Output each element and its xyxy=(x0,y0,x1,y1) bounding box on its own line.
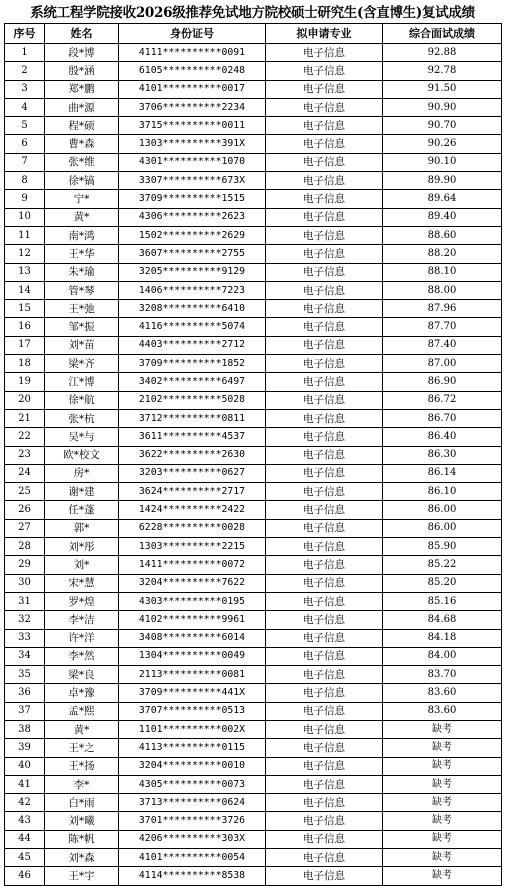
major: 电子信息 xyxy=(266,318,383,336)
score: 86.30 xyxy=(383,446,502,464)
major: 电子信息 xyxy=(266,702,383,720)
major: 电子信息 xyxy=(266,355,383,373)
table-row xyxy=(5,501,502,519)
table-row xyxy=(5,574,502,592)
row-index: 6 xyxy=(5,135,45,153)
student-name: 曹*森 xyxy=(45,135,119,153)
row-index: 15 xyxy=(5,300,45,318)
id-number: 4303**********0195 xyxy=(119,592,266,610)
student-name: 江*博 xyxy=(45,373,119,391)
row-index: 14 xyxy=(5,281,45,299)
row-index: 33 xyxy=(5,629,45,647)
row-index: 43 xyxy=(5,812,45,830)
row-index: 1 xyxy=(5,44,45,62)
student-name: 梁*齐 xyxy=(45,355,119,373)
score: 89.40 xyxy=(383,208,502,226)
table-row xyxy=(5,263,502,281)
row-index: 36 xyxy=(5,684,45,702)
score: 83.60 xyxy=(383,702,502,720)
table-row xyxy=(5,830,502,848)
table-row xyxy=(5,336,502,354)
major: 电子信息 xyxy=(266,336,383,354)
id-number: 3712**********0811 xyxy=(119,409,266,427)
id-number: 1101**********002X xyxy=(119,720,266,738)
table-row xyxy=(5,794,502,812)
major: 电子信息 xyxy=(266,62,383,80)
score: 缺考 xyxy=(383,720,502,738)
row-index: 38 xyxy=(5,720,45,738)
id-number: 6228**********0028 xyxy=(119,519,266,537)
student-name: 段*博 xyxy=(45,44,119,62)
major: 电子信息 xyxy=(266,409,383,427)
student-name: 刘*森 xyxy=(45,849,119,867)
major: 电子信息 xyxy=(266,501,383,519)
score: 85.90 xyxy=(383,538,502,556)
id-number: 3204**********0010 xyxy=(119,757,266,775)
table-row xyxy=(5,556,502,574)
score: 85.16 xyxy=(383,592,502,610)
table-row xyxy=(5,391,502,409)
major: 电子信息 xyxy=(266,556,383,574)
score: 91.50 xyxy=(383,80,502,98)
row-index: 44 xyxy=(5,830,45,848)
student-name: 李*洁 xyxy=(45,611,119,629)
major: 电子信息 xyxy=(266,428,383,446)
major: 电子信息 xyxy=(266,483,383,501)
table-row xyxy=(5,519,502,537)
table-row xyxy=(5,611,502,629)
table-row xyxy=(5,666,502,684)
table-row xyxy=(5,190,502,208)
table-row xyxy=(5,647,502,665)
row-index: 42 xyxy=(5,794,45,812)
major: 电子信息 xyxy=(266,391,383,409)
row-index: 18 xyxy=(5,355,45,373)
table-row xyxy=(5,446,502,464)
student-name: 曲*源 xyxy=(45,98,119,116)
header-major: 拟申请专业 xyxy=(266,24,383,44)
table-row xyxy=(5,281,502,299)
id-number: 3208**********6410 xyxy=(119,300,266,318)
score: 83.60 xyxy=(383,684,502,702)
score: 84.18 xyxy=(383,629,502,647)
major: 电子信息 xyxy=(266,446,383,464)
table-body xyxy=(5,44,502,886)
table-row xyxy=(5,428,502,446)
score: 87.40 xyxy=(383,336,502,354)
student-name: 王*扬 xyxy=(45,757,119,775)
major: 电子信息 xyxy=(266,592,383,610)
student-name: 任*蓬 xyxy=(45,501,119,519)
score: 86.70 xyxy=(383,409,502,427)
id-number: 4111**********0091 xyxy=(119,44,266,62)
score: 92.88 xyxy=(383,44,502,62)
score: 90.10 xyxy=(383,153,502,171)
score: 86.90 xyxy=(383,373,502,391)
row-index: 19 xyxy=(5,373,45,391)
score: 缺考 xyxy=(383,812,502,830)
row-index: 9 xyxy=(5,190,45,208)
table-row xyxy=(5,98,502,116)
table-row xyxy=(5,80,502,98)
table-row xyxy=(5,226,502,244)
score: 86.14 xyxy=(383,464,502,482)
student-name: 郭* xyxy=(45,519,119,537)
student-name: 王*之 xyxy=(45,739,119,757)
row-index: 28 xyxy=(5,538,45,556)
row-index: 24 xyxy=(5,464,45,482)
id-number: 3709**********1515 xyxy=(119,190,266,208)
major: 电子信息 xyxy=(266,263,383,281)
student-name: 张*维 xyxy=(45,153,119,171)
id-number: 1304**********0049 xyxy=(119,647,266,665)
id-number: 3713**********0624 xyxy=(119,794,266,812)
table-row xyxy=(5,135,502,153)
id-number: 3706**********2234 xyxy=(119,98,266,116)
id-number: 4116**********5074 xyxy=(119,318,266,336)
table-row xyxy=(5,538,502,556)
major: 电子信息 xyxy=(266,373,383,391)
table-row xyxy=(5,373,502,391)
row-index: 45 xyxy=(5,849,45,867)
table-row xyxy=(5,208,502,226)
id-number: 3205**********9129 xyxy=(119,263,266,281)
student-name: 刘*彤 xyxy=(45,538,119,556)
table-row xyxy=(5,775,502,793)
major: 电子信息 xyxy=(266,117,383,135)
student-name: 程*硕 xyxy=(45,117,119,135)
table-row xyxy=(5,172,502,190)
student-name: 黄* xyxy=(45,720,119,738)
id-number: 1424**********2422 xyxy=(119,501,266,519)
student-name: 孟*熙 xyxy=(45,702,119,720)
score: 85.22 xyxy=(383,556,502,574)
score: 88.60 xyxy=(383,226,502,244)
row-index: 20 xyxy=(5,391,45,409)
table-row xyxy=(5,117,502,135)
row-index: 26 xyxy=(5,501,45,519)
score: 83.70 xyxy=(383,666,502,684)
id-number: 4403**********2712 xyxy=(119,336,266,354)
score: 90.26 xyxy=(383,135,502,153)
score: 缺考 xyxy=(383,757,502,775)
score: 88.20 xyxy=(383,245,502,263)
student-name: 刘*曦 xyxy=(45,812,119,830)
row-index: 32 xyxy=(5,611,45,629)
student-name: 欧*校文 xyxy=(45,446,119,464)
id-number: 1502**********2629 xyxy=(119,226,266,244)
student-name: 梁*良 xyxy=(45,666,119,684)
id-number: 3709**********441X xyxy=(119,684,266,702)
score: 缺考 xyxy=(383,739,502,757)
score: 84.68 xyxy=(383,611,502,629)
student-name: 刘* xyxy=(45,556,119,574)
id-number: 3611**********4537 xyxy=(119,428,266,446)
student-name: 陈*帆 xyxy=(45,830,119,848)
row-index: 7 xyxy=(5,153,45,171)
row-index: 41 xyxy=(5,775,45,793)
student-name: 白*雨 xyxy=(45,794,119,812)
score: 缺考 xyxy=(383,867,502,885)
table-row xyxy=(5,592,502,610)
student-name: 殷*涵 xyxy=(45,62,119,80)
student-name: 宋*慧 xyxy=(45,574,119,592)
student-name: 南*鸿 xyxy=(45,226,119,244)
student-name: 徐*镐 xyxy=(45,172,119,190)
student-name: 郑*鹏 xyxy=(45,80,119,98)
row-index: 27 xyxy=(5,519,45,537)
page-title: 系统工程学院接收2026级推荐免试地方院校硕士研究生(含直博生)复试成绩 xyxy=(30,5,475,21)
score: 90.70 xyxy=(383,117,502,135)
major: 电子信息 xyxy=(266,300,383,318)
major: 电子信息 xyxy=(266,208,383,226)
score: 90.90 xyxy=(383,98,502,116)
student-name: 管*琴 xyxy=(45,281,119,299)
score: 缺考 xyxy=(383,794,502,812)
id-number: 1303**********2215 xyxy=(119,538,266,556)
id-number: 3203**********0627 xyxy=(119,464,266,482)
id-number: 3402**********6497 xyxy=(119,373,266,391)
row-index: 8 xyxy=(5,172,45,190)
id-number: 3715**********0011 xyxy=(119,117,266,135)
major: 电子信息 xyxy=(266,757,383,775)
id-number: 3707**********0513 xyxy=(119,702,266,720)
table-row xyxy=(5,300,502,318)
table-row xyxy=(5,629,502,647)
student-name: 黄* xyxy=(45,208,119,226)
student-name: 李* xyxy=(45,775,119,793)
id-number: 4113**********0115 xyxy=(119,739,266,757)
row-index: 46 xyxy=(5,867,45,885)
table-row xyxy=(5,355,502,373)
row-index: 30 xyxy=(5,574,45,592)
table-row xyxy=(5,867,502,885)
row-index: 23 xyxy=(5,446,45,464)
id-number: 4102**********9961 xyxy=(119,611,266,629)
major: 电子信息 xyxy=(266,190,383,208)
id-number: 3701**********3726 xyxy=(119,812,266,830)
score: 86.00 xyxy=(383,519,502,537)
header-id-number: 身份证号 xyxy=(119,24,266,44)
major: 电子信息 xyxy=(266,849,383,867)
student-name: 罗*煌 xyxy=(45,592,119,610)
score: 86.40 xyxy=(383,428,502,446)
table-row xyxy=(5,702,502,720)
row-index: 39 xyxy=(5,739,45,757)
major: 电子信息 xyxy=(266,80,383,98)
major: 电子信息 xyxy=(266,574,383,592)
id-number: 1303**********391X xyxy=(119,135,266,153)
score: 87.96 xyxy=(383,300,502,318)
score: 88.00 xyxy=(383,281,502,299)
score: 89.90 xyxy=(383,172,502,190)
student-name: 徐*航 xyxy=(45,391,119,409)
row-index: 35 xyxy=(5,666,45,684)
row-index: 37 xyxy=(5,702,45,720)
id-number: 3204**********7622 xyxy=(119,574,266,592)
score: 84.00 xyxy=(383,647,502,665)
major: 电子信息 xyxy=(266,281,383,299)
score: 86.10 xyxy=(383,483,502,501)
major: 电子信息 xyxy=(266,666,383,684)
row-index: 10 xyxy=(5,208,45,226)
student-name: 吴*与 xyxy=(45,428,119,446)
id-number: 4306**********2623 xyxy=(119,208,266,226)
student-name: 王*华 xyxy=(45,245,119,263)
major: 电子信息 xyxy=(266,172,383,190)
id-number: 2113**********0081 xyxy=(119,666,266,684)
score: 92.78 xyxy=(383,62,502,80)
row-index: 13 xyxy=(5,263,45,281)
table-row xyxy=(5,483,502,501)
row-index: 34 xyxy=(5,647,45,665)
table-row xyxy=(5,849,502,867)
table-row xyxy=(5,684,502,702)
table-row xyxy=(5,464,502,482)
id-number: 3624**********2717 xyxy=(119,483,266,501)
row-index: 31 xyxy=(5,592,45,610)
row-index: 16 xyxy=(5,318,45,336)
score: 87.70 xyxy=(383,318,502,336)
table-row xyxy=(5,739,502,757)
major: 电子信息 xyxy=(266,629,383,647)
id-number: 4206**********303X xyxy=(119,830,266,848)
header-score: 综合面试成绩 xyxy=(383,24,502,44)
id-number: 3307**********673X xyxy=(119,172,266,190)
row-index: 3 xyxy=(5,80,45,98)
table-row xyxy=(5,153,502,171)
row-index: 12 xyxy=(5,245,45,263)
id-number: 3408**********6014 xyxy=(119,629,266,647)
id-number: 4101**********0054 xyxy=(119,849,266,867)
id-number: 4114**********8538 xyxy=(119,867,266,885)
row-index: 5 xyxy=(5,117,45,135)
table-row xyxy=(5,757,502,775)
row-index: 21 xyxy=(5,409,45,427)
major: 电子信息 xyxy=(266,830,383,848)
major: 电子信息 xyxy=(266,794,383,812)
row-index: 17 xyxy=(5,336,45,354)
student-name: 王*宇 xyxy=(45,867,119,885)
student-name: 李*然 xyxy=(45,647,119,665)
id-number: 6105**********0248 xyxy=(119,62,266,80)
major: 电子信息 xyxy=(266,98,383,116)
row-index: 25 xyxy=(5,483,45,501)
student-name: 张*杭 xyxy=(45,409,119,427)
table-header-row xyxy=(5,24,502,44)
student-name: 卓*豫 xyxy=(45,684,119,702)
major: 电子信息 xyxy=(266,135,383,153)
score: 88.10 xyxy=(383,263,502,281)
student-name: 王*弛 xyxy=(45,300,119,318)
student-name: 房* xyxy=(45,464,119,482)
table-row xyxy=(5,720,502,738)
id-number: 3709**********1852 xyxy=(119,355,266,373)
score: 缺考 xyxy=(383,830,502,848)
student-name: 邹*振 xyxy=(45,318,119,336)
student-name: 许*洋 xyxy=(45,629,119,647)
major: 电子信息 xyxy=(266,720,383,738)
major: 电子信息 xyxy=(266,775,383,793)
id-number: 1411**********0072 xyxy=(119,556,266,574)
score: 85.20 xyxy=(383,574,502,592)
id-number: 3622**********2630 xyxy=(119,446,266,464)
table-row xyxy=(5,62,502,80)
row-index: 11 xyxy=(5,226,45,244)
major: 电子信息 xyxy=(266,464,383,482)
major: 电子信息 xyxy=(266,684,383,702)
student-name: 宁* xyxy=(45,190,119,208)
score: 86.00 xyxy=(383,501,502,519)
major: 电子信息 xyxy=(266,538,383,556)
score: 86.72 xyxy=(383,391,502,409)
major: 电子信息 xyxy=(266,611,383,629)
id-number: 4305**********0073 xyxy=(119,775,266,793)
major: 电子信息 xyxy=(266,153,383,171)
table-row xyxy=(5,44,502,62)
id-number: 4101**********0017 xyxy=(119,80,266,98)
row-index: 29 xyxy=(5,556,45,574)
id-number: 2102**********5028 xyxy=(119,391,266,409)
major: 电子信息 xyxy=(266,44,383,62)
score: 89.64 xyxy=(383,190,502,208)
id-number: 4301**********1070 xyxy=(119,153,266,171)
major: 电子信息 xyxy=(266,647,383,665)
row-index: 40 xyxy=(5,757,45,775)
major: 电子信息 xyxy=(266,867,383,885)
score: 87.00 xyxy=(383,355,502,373)
major: 电子信息 xyxy=(266,812,383,830)
table-row xyxy=(5,812,502,830)
table-row xyxy=(5,318,502,336)
id-number: 1406**********7223 xyxy=(119,281,266,299)
table-row xyxy=(5,409,502,427)
row-index: 4 xyxy=(5,98,45,116)
header-name: 姓名 xyxy=(45,24,119,44)
major: 电子信息 xyxy=(266,245,383,263)
major: 电子信息 xyxy=(266,739,383,757)
major: 电子信息 xyxy=(266,519,383,537)
major: 电子信息 xyxy=(266,226,383,244)
id-number: 3607**********2755 xyxy=(119,245,266,263)
header-index: 序号 xyxy=(5,24,45,44)
score: 缺考 xyxy=(383,775,502,793)
row-index: 2 xyxy=(5,62,45,80)
score: 缺考 xyxy=(383,849,502,867)
table-row xyxy=(5,245,502,263)
student-name: 刘*苗 xyxy=(45,336,119,354)
row-index: 22 xyxy=(5,428,45,446)
results-table xyxy=(4,23,502,886)
student-name: 谢*建 xyxy=(45,483,119,501)
student-name: 朱*瑜 xyxy=(45,263,119,281)
